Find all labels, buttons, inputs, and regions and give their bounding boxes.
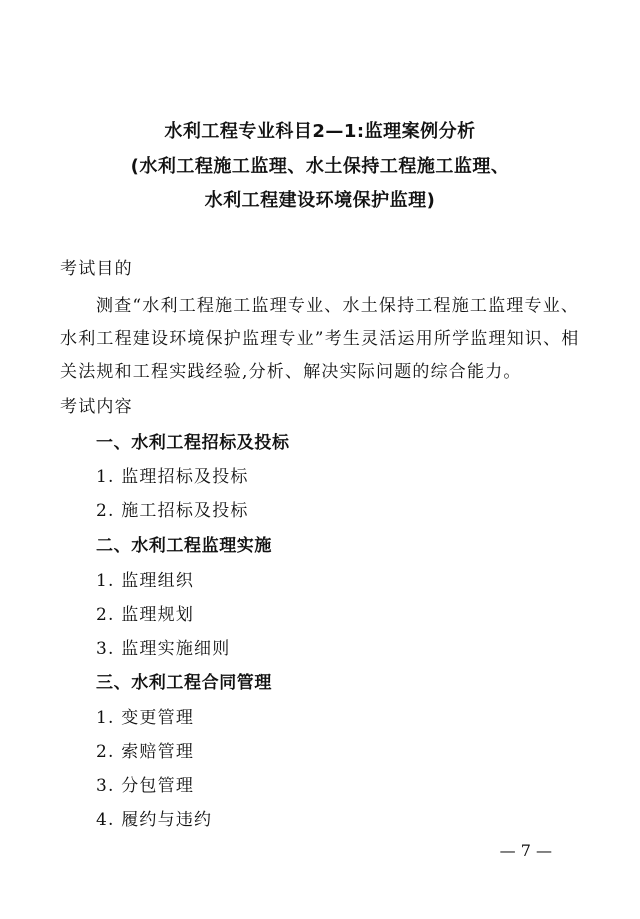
section-2-item-2: 2. 监理规划 bbox=[96, 605, 195, 625]
document-title-line-2: (水利工程施工监理、水土保持工程施工监理、 bbox=[130, 156, 510, 177]
page-number: — 7 — bbox=[499, 841, 552, 860]
section-3-item-4: 4. 履约与违约 bbox=[96, 810, 213, 830]
section-2-item-3: 3. 监理实施细则 bbox=[96, 639, 231, 659]
purpose-text-line-3: 关法规和工程实践经验,分析、解决实际问题的综合能力。 bbox=[60, 362, 522, 382]
section-1-item-2: 2. 施工招标及投标 bbox=[96, 501, 249, 521]
document-title-line-3: 水利工程建设环境保护监理) bbox=[204, 190, 436, 211]
section-heading-2: 二、水利工程监理实施 bbox=[96, 536, 272, 556]
section-heading-1: 一、水利工程招标及投标 bbox=[96, 433, 290, 453]
content-label: 考试内容 bbox=[60, 397, 133, 417]
document-title-line-1: 水利工程专业科目2—1:监理案例分析 bbox=[164, 121, 476, 142]
section-3-item-2: 2. 索赔管理 bbox=[96, 742, 195, 762]
purpose-text-line-1: 测查“水利工程施工监理专业、水土保持工程施工监理专业、 bbox=[96, 296, 580, 316]
section-heading-3: 三、水利工程合同管理 bbox=[96, 673, 272, 693]
purpose-label: 考试目的 bbox=[60, 259, 133, 279]
purpose-text-line-2: 水利工程建设环境保护监理专业”考生灵活运用所学监理知识、相 bbox=[60, 329, 580, 349]
section-3-item-3: 3. 分包管理 bbox=[96, 776, 195, 796]
section-3-item-1: 1. 变更管理 bbox=[96, 708, 195, 728]
section-2-item-1: 1. 监理组织 bbox=[96, 571, 195, 591]
section-1-item-1: 1. 监理招标及投标 bbox=[96, 467, 249, 487]
